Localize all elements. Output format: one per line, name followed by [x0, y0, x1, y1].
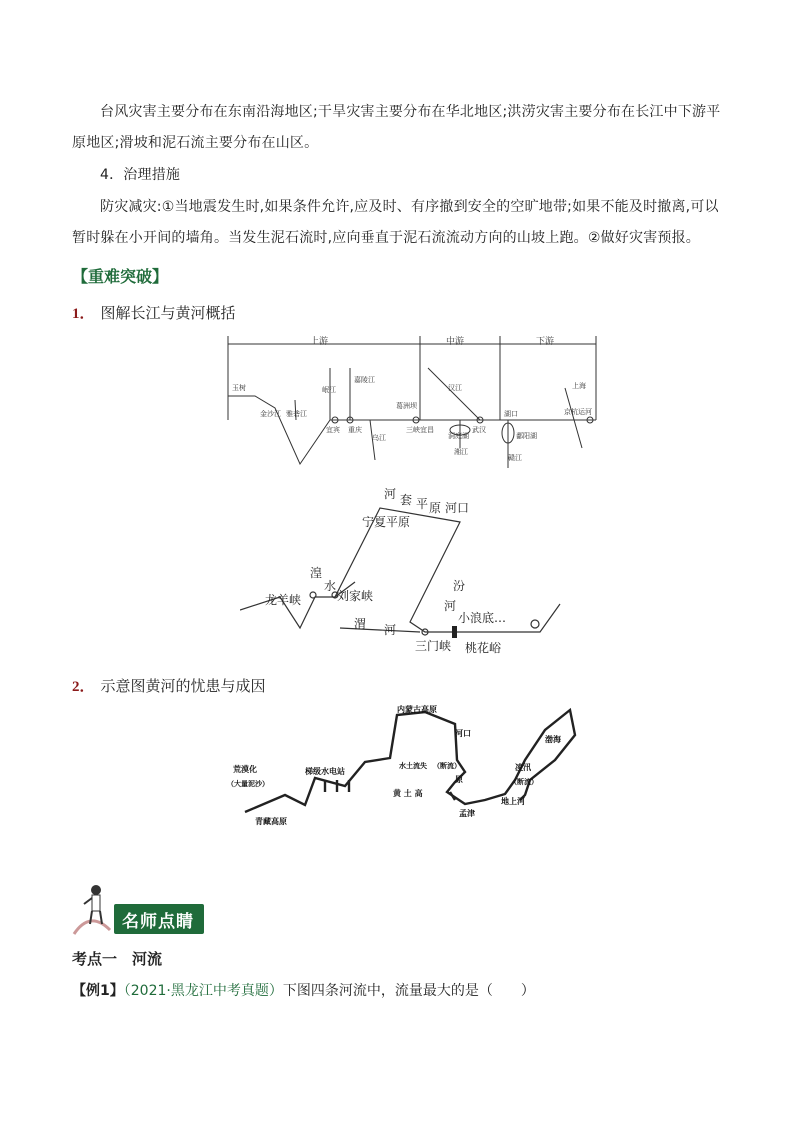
label-yalong: 雅砻江 [286, 410, 307, 418]
item1-title [72, 302, 236, 323]
label-yichang: 宜昌 [420, 426, 434, 434]
famous-teacher-badge [70, 880, 206, 938]
label-yuan2: 原 [455, 775, 463, 784]
label-taohuayu: 桃花峪 [465, 641, 502, 655]
label-fen-he: 河 [444, 599, 457, 613]
label-fen: 汾 [453, 579, 466, 593]
label-sanmenxia: 三门峡 [415, 639, 452, 653]
label-dishanghe: 地上河 [501, 797, 525, 806]
example-source: （2021·黑龙江中考真题） [123, 983, 283, 999]
label-hekou2: 河口 [455, 729, 471, 738]
label-wu: 乌江 [372, 434, 386, 442]
label-hekou: 河口 [445, 501, 470, 515]
example-question-text: 下图四条河流中，流量最大的是（ ） [282, 983, 535, 999]
label-longyang: 龙羊峡 [265, 593, 302, 607]
label-upper: 上游 [310, 337, 329, 347]
item1-number: 1． [72, 306, 95, 322]
item1-text: 图解长江与黄河概括 [100, 304, 236, 322]
item2-text: 示意图黄河的忧患与成因 [100, 677, 266, 695]
label-huang: 湟 [310, 566, 323, 580]
label-jinsha: 金沙江 [260, 410, 281, 418]
label-sand: （大量泥沙） [227, 780, 269, 788]
label-shui: 水 [324, 579, 337, 593]
taohuayu-marker [452, 626, 457, 638]
yellow-river-causes-diagram [225, 700, 585, 830]
label-wuhan: 武汉 [472, 426, 486, 434]
example-question [72, 980, 535, 1000]
label-wei-he: 河 [384, 623, 397, 637]
label-xiang: 湘江 [454, 448, 468, 456]
label-yuan: 原 [429, 501, 442, 515]
label-shaoye: （断流） [510, 778, 538, 786]
example-tag: 【例1】 [72, 983, 124, 999]
label-yibin: 宜宾 [326, 426, 340, 434]
kaodian-title: 考点一 河流 [72, 950, 163, 968]
label-liujia: 刘家峡 [337, 589, 374, 603]
section-heading: 【重难突破】 [72, 267, 169, 286]
label-ningxia: 宁夏平原 [362, 515, 411, 529]
label-lower: 下游 [536, 337, 555, 347]
label-huangmo: 荒漠化 [233, 765, 257, 774]
label-middle: 中游 [446, 337, 465, 347]
label-mengjin: 孟津 [459, 809, 475, 818]
badge-text: 名师点睛 [122, 912, 194, 932]
label-tiji: 梯级水电站 [305, 767, 345, 776]
label-poyang: 鄱阳湖 [516, 432, 537, 440]
label-hukou: 湖口 [504, 410, 518, 418]
label-duanliu: （断流） [433, 762, 461, 770]
label-lingxun: 凌汛 [515, 763, 531, 772]
label-ping: 平 [416, 497, 429, 511]
label-dongting: 洞庭湖 [448, 432, 469, 440]
label-shuitu: 水土流失 [399, 762, 427, 770]
label-sanxia: 三峡 [406, 426, 420, 434]
label-huangtu: 黄 土 高 [393, 789, 423, 798]
label-jinghang: 京杭运河 [564, 408, 592, 416]
label-gezhouba: 葛洲坝 [396, 402, 417, 410]
item2-number: 2． [72, 679, 95, 695]
paragraph-measures-heading: 4．治理措施 [100, 167, 181, 183]
label-tao: 套 [400, 493, 413, 507]
item2-title [72, 675, 266, 696]
paragraph-disaster-distribution: 台风灾害主要分布在东南沿海地区;干旱灾害主要分布在华北地区;洪涝灾害主要分布在长江中下游平原地区;滑坡和泥石流主要分布在山区。 [72, 104, 721, 151]
teacher-figure-icon [70, 880, 120, 938]
label-qingzang: 青藏高原 [255, 817, 287, 826]
label-chongqing: 重庆 [348, 426, 362, 434]
yangtze-diagram [220, 328, 600, 468]
label-min: 岷江 [322, 386, 336, 394]
label-gan: 赣江 [508, 454, 522, 462]
label-wei: 渭 [354, 617, 367, 631]
label-shanghai: 上海 [572, 382, 586, 390]
label-bohai: 渤海 [545, 735, 561, 744]
paragraph-disaster-prevention: 防灾减灾:①当地震发生时,如果条件允许,应及时、有序撤到安全的空旷地带;如果不能及时撤离,可以暂时躲在小开间的墙角。当发生泥石流时,应向垂直于泥石流流动方向的山坡上跑。②做好灾害预报。 [72, 199, 719, 246]
label-yushu: 玉树 [232, 384, 246, 392]
yellow-river-diagram [240, 482, 570, 662]
label-xiaolangdi: 小浪底… [458, 611, 507, 625]
label-he-top: 河 [384, 487, 397, 501]
label-jialing: 嘉陵江 [354, 376, 375, 384]
label-neimeng: 内蒙古高原 [397, 705, 437, 714]
label-han: 汉江 [448, 384, 462, 392]
